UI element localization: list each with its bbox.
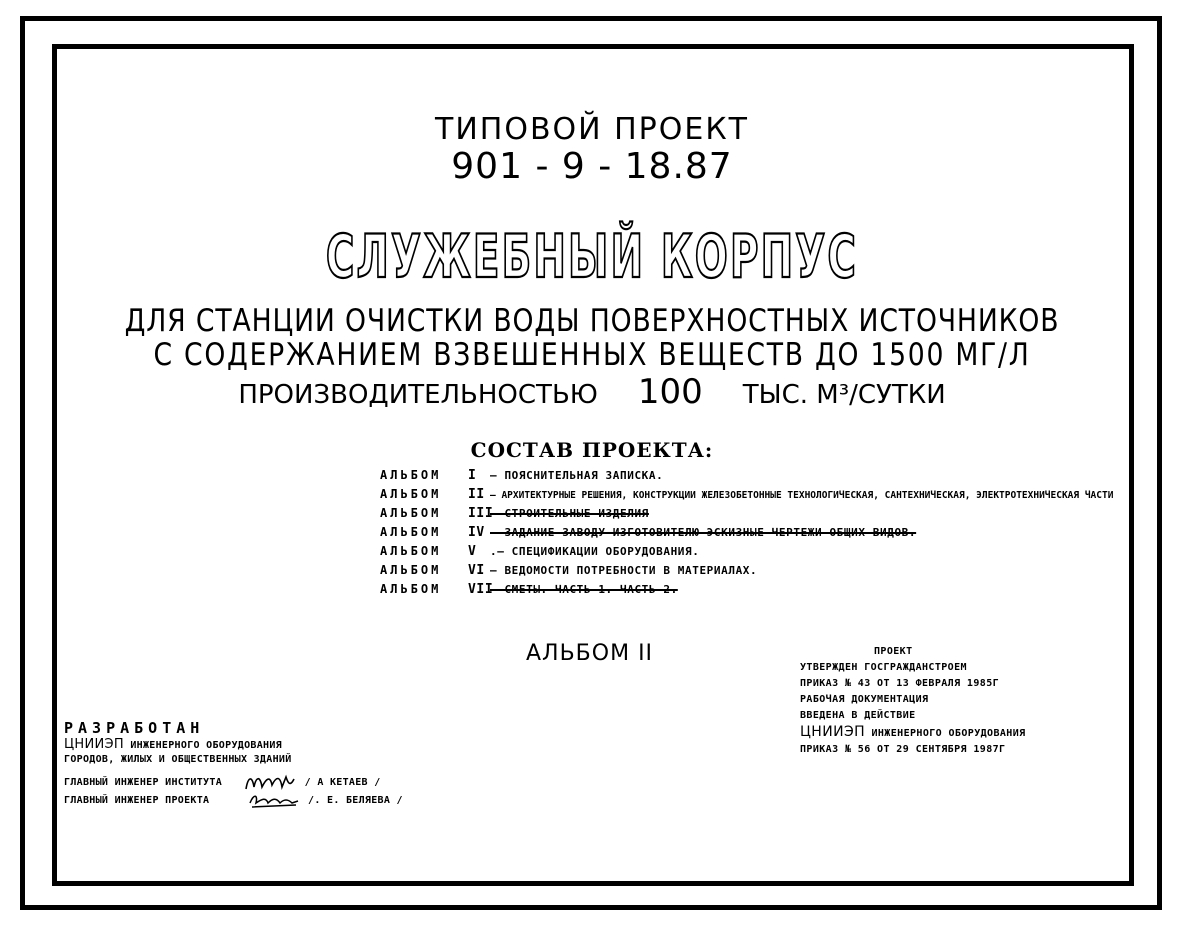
- album-list: [380, 468, 1113, 601]
- album-description: — ВЕДОМОСТИ ПОТРЕБНОСТИ В МАТЕРИАЛАХ.: [490, 564, 758, 577]
- album-label: АЛЬБОМ: [380, 563, 442, 577]
- approval-org: [800, 724, 1026, 742]
- album-label: АЛЬБОМ: [380, 582, 442, 596]
- album-number: V: [468, 544, 477, 559]
- album-label: АЛЬБОМ: [380, 525, 442, 539]
- capacity-value: 100: [637, 372, 703, 412]
- subtitle-line-1: ДЛЯ СТАНЦИИ ОЧИСТКИ ВОДЫ ПОВЕРХНОСТНЫХ ИСТОЧНИКОВ: [124, 303, 1060, 339]
- album-row-4: [380, 525, 1113, 544]
- approval-line: РАБОЧАЯ ДОКУМЕНТАЦИЯ: [800, 694, 929, 705]
- org-name: ИНЖЕНЕРНОГО ОБОРУДОВАНИЯ: [871, 728, 1026, 739]
- album-description: — АРХИТЕКТУРНЫЕ РЕШЕНИЯ, КОНСТРУКЦИИ ЖЕЛЕЗОБЕТОННЫЕ ТЕХНОЛОГИЧЕСКАЯ, САНТЕХНИЧЕСКАЯ, ЭЛЕКТРОТЕХНИЧЕСКАЯ ЧАСТИ: [490, 490, 1114, 501]
- capacity-prefix: ПРОИЗВОДИТЕЛЬНОСТЬЮ: [238, 380, 598, 410]
- album-label: АЛЬБОМ: [380, 487, 442, 501]
- approval-line: ПРИКАЗ № 43 ОТ 13 ФЕВРАЛЯ 1985Г: [800, 678, 1000, 689]
- album-label: АЛЬБОМ: [380, 468, 442, 482]
- capacity-line: [0, 372, 1184, 412]
- album-row-6: [380, 563, 1113, 582]
- org-abbr: ЦНИИЭП: [64, 737, 124, 752]
- signature-role: ГЛАВНЫЙ ИНЖЕНЕР ИНСТИТУТА: [64, 777, 223, 788]
- album-number: III: [468, 506, 494, 521]
- approval-line: ВВЕДЕНА В ДЕЙСТВИЕ: [800, 710, 916, 721]
- approval-line: УТВЕРЖДЕН ГОСГРАЖДАНСТРОЕМ: [800, 662, 967, 673]
- composition-heading: СОСТАВ ПРОЕКТА:: [470, 438, 714, 462]
- album-row-3: [380, 506, 1113, 525]
- album-description: — СТРОИТЕЛЬНЫЕ ИЗДЕЛИЯ: [490, 507, 649, 520]
- album-row-2: [380, 487, 1113, 506]
- album-row-5: [380, 544, 1113, 563]
- approval-block: [800, 644, 1026, 758]
- org-abbr: ЦНИИЭП: [800, 724, 866, 740]
- approval-order: ПРИКАЗ № 56 ОТ 29 СЕНТЯБРЯ 1987Г: [800, 744, 1006, 755]
- album-row-7: [380, 582, 1113, 601]
- doc-type-heading: ТИПОВОЙ ПРОЕКТ: [435, 112, 749, 147]
- signature-role: ГЛАВНЫЙ ИНЖЕНЕР ПРОЕКТА: [64, 795, 210, 806]
- signature-name: /. Е. БЕЛЯЕВА /: [308, 795, 403, 806]
- album-description: .— СПЕЦИФИКАЦИИ ОБОРУДОВАНИЯ.: [490, 545, 700, 558]
- capacity-unit: ТЫС. М³/СУТКИ: [742, 380, 946, 410]
- signature-row-1: [64, 773, 403, 791]
- signature-scribble-2: [246, 791, 302, 809]
- album-number: II: [468, 487, 485, 502]
- approval-heading: ПРОЕКТ: [874, 646, 913, 657]
- project-number: 901 - 9 - 18.87: [451, 146, 733, 187]
- current-album: АЛЬБОМ II: [526, 641, 654, 666]
- developer-org: [64, 738, 403, 753]
- org-name: ИНЖЕНЕРНОГО ОБОРУДОВАНИЯ: [130, 740, 283, 751]
- developer-block: [64, 718, 403, 809]
- album-number: I: [468, 468, 477, 483]
- album-description: — ЗАДАНИЕ ЗАВОДУ-ИЗГОТОВИТЕЛЮ ЭСКИЗНЫЕ ЧЕРТЕЖИ ОБЩИХ ВИДОВ.: [490, 526, 917, 539]
- developer-heading: РАЗРАБОТАН: [64, 719, 205, 737]
- album-number: VI: [468, 563, 485, 578]
- album-label: АЛЬБОМ: [380, 544, 442, 558]
- album-number: VII: [468, 582, 494, 597]
- document-title: СЛУЖЕБНЫЙ КОРПУС: [325, 222, 859, 292]
- signature-name: / А КЕТАЕВ /: [304, 777, 381, 788]
- album-row-1: [380, 468, 1113, 487]
- signature-row-2: [64, 791, 403, 809]
- album-description: — ПОЯСНИТЕЛЬНАЯ ЗАПИСКА.: [490, 469, 664, 482]
- album-description: — СМЕТЫ. ЧАСТЬ 1. ЧАСТЬ 2.: [490, 583, 678, 596]
- album-label: АЛЬБОМ: [380, 506, 442, 520]
- album-number: IV: [468, 525, 485, 540]
- subtitle-line-2: С СОДЕРЖАНИЕМ ВЗВЕШЕННЫХ ВЕЩЕСТВ ДО 1500 МГ/Л: [153, 337, 1031, 373]
- developer-org-line-2: ГОРОДОВ, ЖИЛЫХ И ОБЩЕСТВЕННЫХ ЗДАНИЙ: [64, 754, 292, 765]
- signature-scribble-1: [242, 773, 298, 791]
